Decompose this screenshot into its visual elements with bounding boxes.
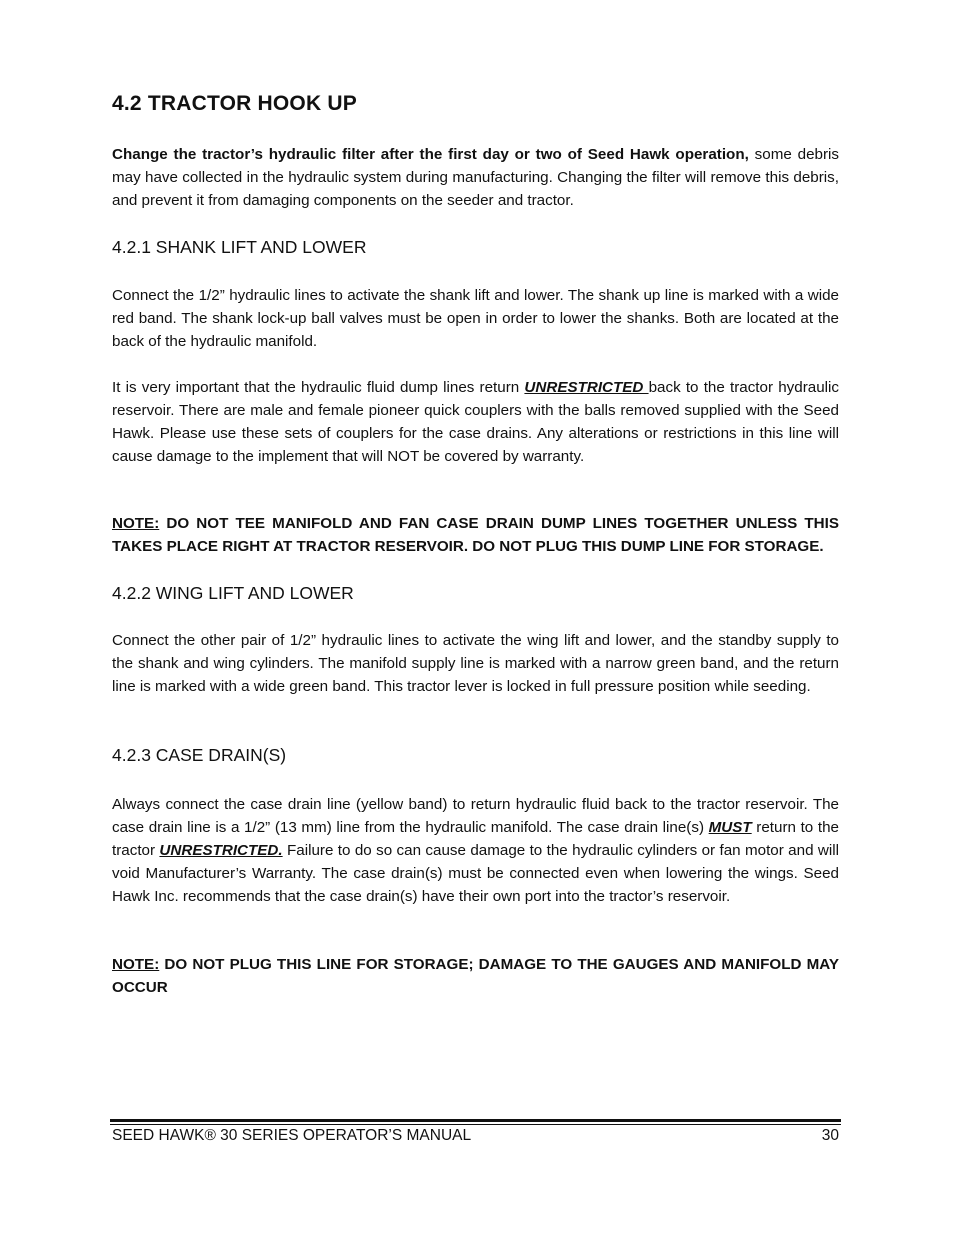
footer-rule-thick (110, 1119, 841, 1122)
footer-manual-title: SEED HAWK® 30 SERIES OPERATOR’S MANUAL (112, 1127, 472, 1144)
heading-4-2-2: 4.2.2 WING LIFT AND LOWER (112, 583, 354, 603)
section-title: 4.2 TRACTOR HOOK UP (112, 92, 357, 115)
note-label-2: NOTE: (112, 956, 160, 973)
note-dump-lines (112, 512, 839, 558)
intro-bold-lead: Change the tractor’s hydraulic filter after the first day or two of Seed Hawk operation, (112, 146, 749, 163)
heading-4-2-1: 4.2.1 SHANK LIFT AND LOWER (112, 237, 367, 257)
case-drain-text-b: return to the tractor (112, 819, 839, 859)
intro-paragraph (112, 143, 839, 212)
unrestricted-emphasis: UNRESTRICTED (524, 379, 649, 396)
must-emphasis: MUST (708, 819, 752, 836)
footer-page-number: 30 (821, 1127, 839, 1144)
shank-p2-text-b: back to the tractor hydraulic reservoir. There are male and female pioneer quick couplers with the balls removed supplied with the Seed Hawk. Please use these sets of couplers for the case drains. Any alterations or restrictions in this line will cause damage to the implement that will NOT be covered by warranty. (112, 379, 839, 465)
heading-4-2-3: 4.2.3 CASE DRAIN(S) (112, 745, 287, 765)
case-drain-paragraph (112, 793, 839, 908)
unrestricted-emphasis-2: UNRESTRICTED. (159, 842, 283, 859)
shank-p2-text-a: It is very important that the hydraulic fluid dump lines return (112, 379, 525, 396)
case-drain-text-a: Always connect the case drain line (yellow band) to return hydraulic fluid back to the tractor reservoir. The case drain line is a 1/2” (13 mm) line from the hydraulic manifold. The case drain line(s) (112, 796, 839, 836)
case-drain-text-c: Failure to do so can cause damage to the hydraulic cylinders or fan motor and will void Manufacturer’s Warranty. The case drain(s) must be connected even when lowering the wings. Seed Hawk Inc. recommends that the case drain(s) have their own port into the tractor’s reservoir. (112, 842, 839, 905)
note-label: NOTE: (112, 515, 160, 532)
note-text-2: DO NOT PLUG THIS LINE FOR STORAGE; DAMAGE TO THE GAUGES AND MANIFOLD MAY OCCUR (112, 956, 839, 996)
intro-text: some debris may have collected in the hydraulic system during manufacturing. Changing the filter will remove this debris, and prevent it from damaging components on the seeder and tractor. (112, 146, 839, 209)
shank-paragraph-2 (112, 376, 839, 468)
note-text: DO NOT TEE MANIFOLD AND FAN CASE DRAIN DUMP LINES TOGETHER UNLESS THIS TAKES PLACE RIGHT AT TRACTOR RESERVOIR. DO NOT PLUG THIS DUMP LINE FOR STORAGE. (112, 515, 839, 555)
wing-paragraph: Connect the other pair of 1/2” hydraulic lines to activate the wing lift and lower, and the standby supply to the shank and wing cylinders. The manifold supply line is marked with a narrow green band, and the return line is marked with a wide green band. This tractor lever is locked in full pressure position while seeding. (112, 632, 839, 695)
footer-rule-thin (110, 1124, 841, 1125)
note-storage (112, 953, 839, 999)
shank-paragraph-1: Connect the 1/2” hydraulic lines to activate the shank lift and lower. The shank up line is marked with a wide red band. The shank lock-up ball valves must be open in order to lower the shanks. Both are located at the back of the hydraulic manifold. (112, 287, 839, 350)
